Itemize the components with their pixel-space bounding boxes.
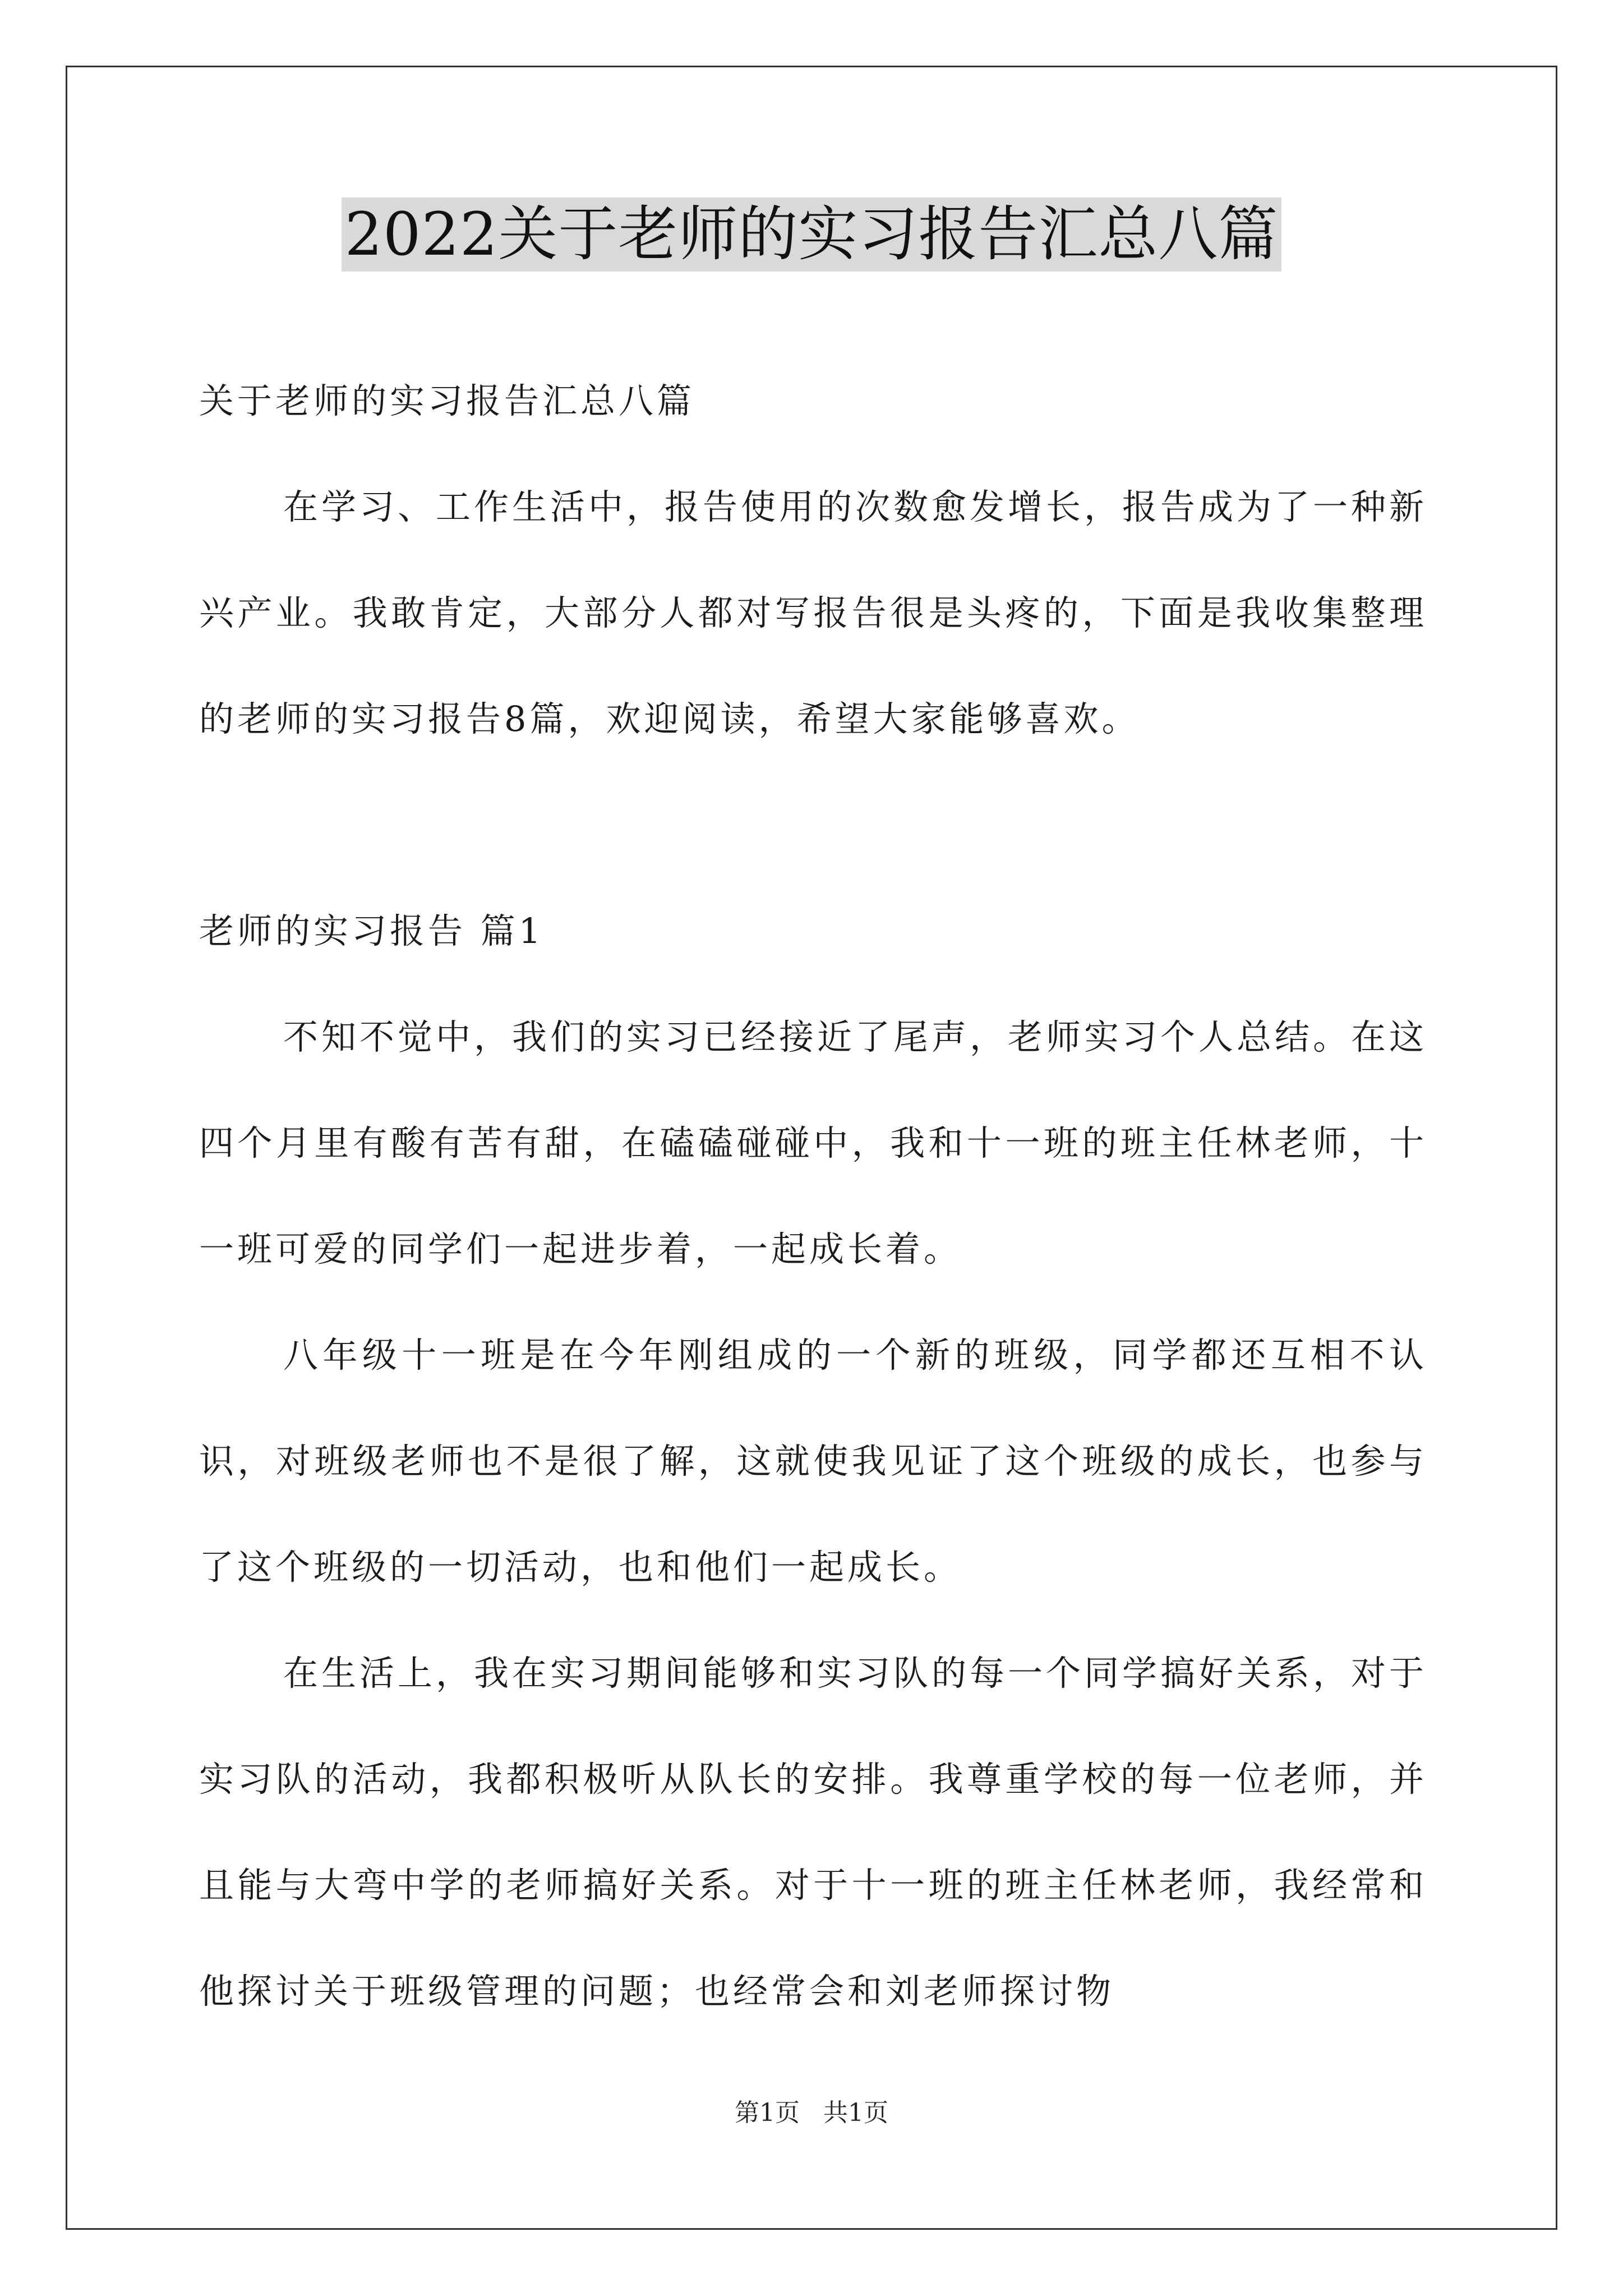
- page-number-current: 第1页: [735, 2099, 800, 2127]
- body-paragraph-3: 在生活上，我在实习期间能够和实习队的每一个同学搞好关系，对于实习队的活动，我都积极听从队长的安排。我尊重学校的每一位老师，并且能与大弯中学的老师搞好关系。对于十一班的班主任林老师，我经常和他探讨关于班级管理的问题；也经常会和刘老师探讨物: [199, 1653, 1428, 2012]
- body-paragraph-1: 不知不觉中，我们的实习已经接近了尾声，老师实习个人总结。在这四个月里有酸有苦有甜，在磕磕碰碰中，我和十一班的班主任林老师，十一班可爱的同学们一起进步着，一起成长着。: [199, 1016, 1428, 1269]
- document-body: [199, 348, 1427, 2044]
- section-heading: 老师的实习报告 篇1: [199, 910, 545, 951]
- title-container: [0, 197, 1623, 272]
- document-title: 2022关于老师的实习报告汇总八篇: [342, 197, 1282, 272]
- page-number-total: 共1页: [823, 2099, 888, 2127]
- body-paragraph-2: 八年级十一班是在今年刚组成的一个新的班级，同学都还互相不认识，对班级老师也不是很了解，这就使我见证了这个班级的成长，也参与了这个班级的一切活动，也和他们一起成长。: [199, 1335, 1427, 1588]
- intro-paragraph: 在学习、工作生活中，报告使用的次数愈发增长，报告成为了一种新兴产业。我敢肯定，大部分人都对写报告很是头疼的，下面是我收集整理的老师的实习报告8篇，欢迎阅读，希望大家能够喜欢。: [199, 486, 1428, 739]
- page-footer: [0, 2092, 1623, 2128]
- document-subtitle: 关于老师的实习报告汇总八篇: [199, 380, 695, 421]
